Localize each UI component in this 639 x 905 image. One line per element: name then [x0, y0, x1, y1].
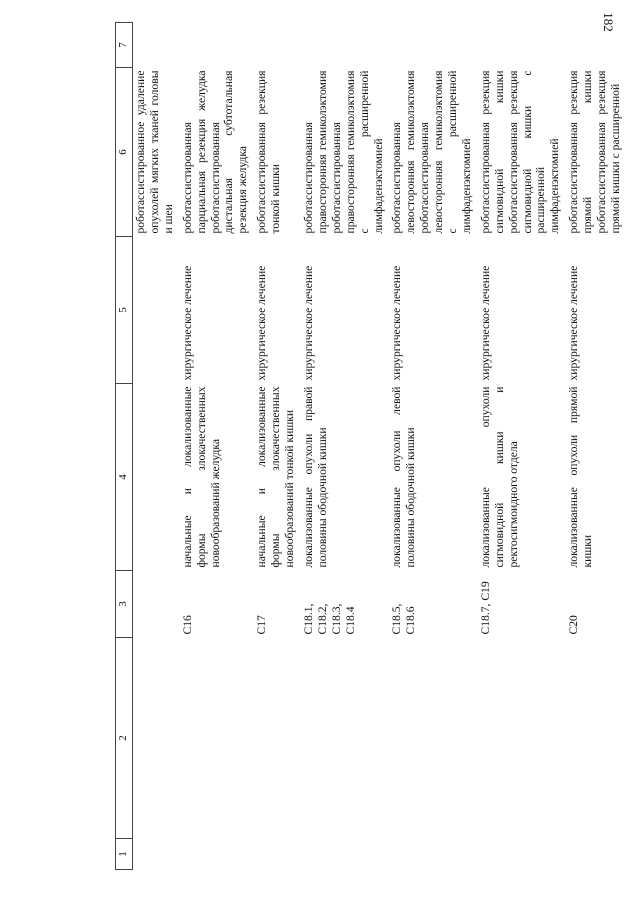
cell-col1 — [389, 839, 477, 870]
diagnosis-cell: локализованные опухоли сигмовидной кишки и ректосигмоидного отдела — [478, 386, 520, 568]
column-header-7: 7 — [116, 23, 133, 68]
diagnosis-cell: локализованные опухоли правой половины ободочной кишки — [301, 386, 329, 568]
column-header-5: 5 — [116, 237, 133, 384]
table-row — [566, 23, 627, 870]
cell-col1 — [478, 839, 566, 870]
diagnosis-code-cell: C17 — [255, 615, 269, 635]
cell-col2 — [180, 638, 255, 839]
treatment-method-cell: роботассистированная резекция прямой кишки роботассистированная резекция прямой кишки с расширенной — [567, 70, 622, 234]
cell-col1 — [180, 839, 255, 870]
column-header-2: 2 — [116, 638, 133, 839]
cell-col1 — [566, 839, 627, 870]
diagnosis-cell: локализованные опухоли левой половины ободочной кишки — [390, 386, 418, 568]
treatment-method-cell: роботассистированная левосторонняя гемиколэктомия роботассистированная левосторонняя гемиколэктомия с расширенной лимфаденэктомией — [390, 70, 473, 234]
medical-care-table — [115, 22, 627, 870]
cell-col7 — [254, 23, 301, 68]
diagnosis-code-cell: C18.5, C18.6 — [390, 600, 418, 635]
treatment-type-cell: хирургическое лечение — [478, 265, 492, 381]
diagnosis-cell — [133, 384, 180, 571]
treatment-method-cell: роботассистированная правосторонняя гемиколэктомия роботассистированная правосторонняя гемиколэктомия с расширенной лимфаденэктомией — [301, 70, 385, 234]
table-row — [478, 23, 566, 870]
diagnosis-cell: локализованные опухоли прямой кишки — [567, 386, 595, 568]
table-row — [389, 23, 477, 870]
cell-col7 — [566, 23, 627, 68]
page-number: 182 — [600, 12, 616, 32]
cell-col2 — [478, 638, 566, 839]
table-row — [254, 23, 301, 870]
table-header-row — [116, 23, 133, 870]
cell-col7 — [478, 23, 566, 68]
treatment-type-cell: хирургическое лечение — [180, 265, 194, 381]
cell-col2 — [254, 638, 301, 839]
table-row — [133, 23, 180, 870]
cell-col2 — [389, 638, 477, 839]
column-header-1: 1 — [116, 839, 133, 870]
cell-col2 — [301, 638, 389, 839]
table-row — [301, 23, 389, 870]
rotated-table-container — [115, 30, 625, 870]
cell-col2 — [566, 638, 627, 839]
treatment-method-cell: роботассистированная резекция тонкой кишки — [255, 70, 283, 234]
cell-col1 — [133, 839, 180, 870]
treatment-type-cell — [133, 237, 180, 384]
cell-col7 — [389, 23, 477, 68]
treatment-type-cell: хирургическое лечение — [567, 265, 581, 381]
column-header-6: 6 — [116, 68, 133, 237]
treatment-method-cell: роботассистированная парциальная резекция желудка роботассистированная дистальная субтотальная резекция желудка — [180, 70, 250, 234]
table-row — [180, 23, 255, 870]
diagnosis-code-cell: C20 — [567, 615, 581, 635]
cell-col2 — [133, 638, 180, 839]
cell-col7 — [133, 23, 180, 68]
cell-col7 — [301, 23, 389, 68]
treatment-type-cell: хирургическое лечение — [255, 265, 269, 381]
diagnosis-cell: начальные и локализованные формы злокачественных новообразований желудка — [180, 386, 222, 568]
cell-col1 — [254, 839, 301, 870]
column-header-4: 4 — [116, 384, 133, 571]
treatment-method-cell: роботассистированная резекция сигмовидной кишки роботассистированная резекция сигмовидной кишки с расширенной лимфаденэктомией — [478, 70, 562, 234]
diagnosis-cell: начальные и локализованные формы злокачественных новообразований тонкой кишки — [255, 386, 297, 568]
treatment-type-cell: хирургическое лечение — [301, 265, 315, 381]
column-header-3: 3 — [116, 571, 133, 638]
treatment-method-cell: роботассистированное удаление опухолей мягких тканей головы и шеи — [134, 70, 175, 234]
cell-col1 — [301, 839, 389, 870]
diagnosis-code-cell: C18.7, C19 — [478, 581, 492, 635]
diagnosis-code-cell: C18.1, C18.2, C18.3, C18.4 — [301, 603, 357, 635]
diagnosis-code-cell: C16 — [180, 615, 194, 635]
diagnosis-code-cell — [133, 571, 180, 638]
cell-col7 — [180, 23, 255, 68]
treatment-type-cell: хирургическое лечение — [390, 265, 404, 381]
